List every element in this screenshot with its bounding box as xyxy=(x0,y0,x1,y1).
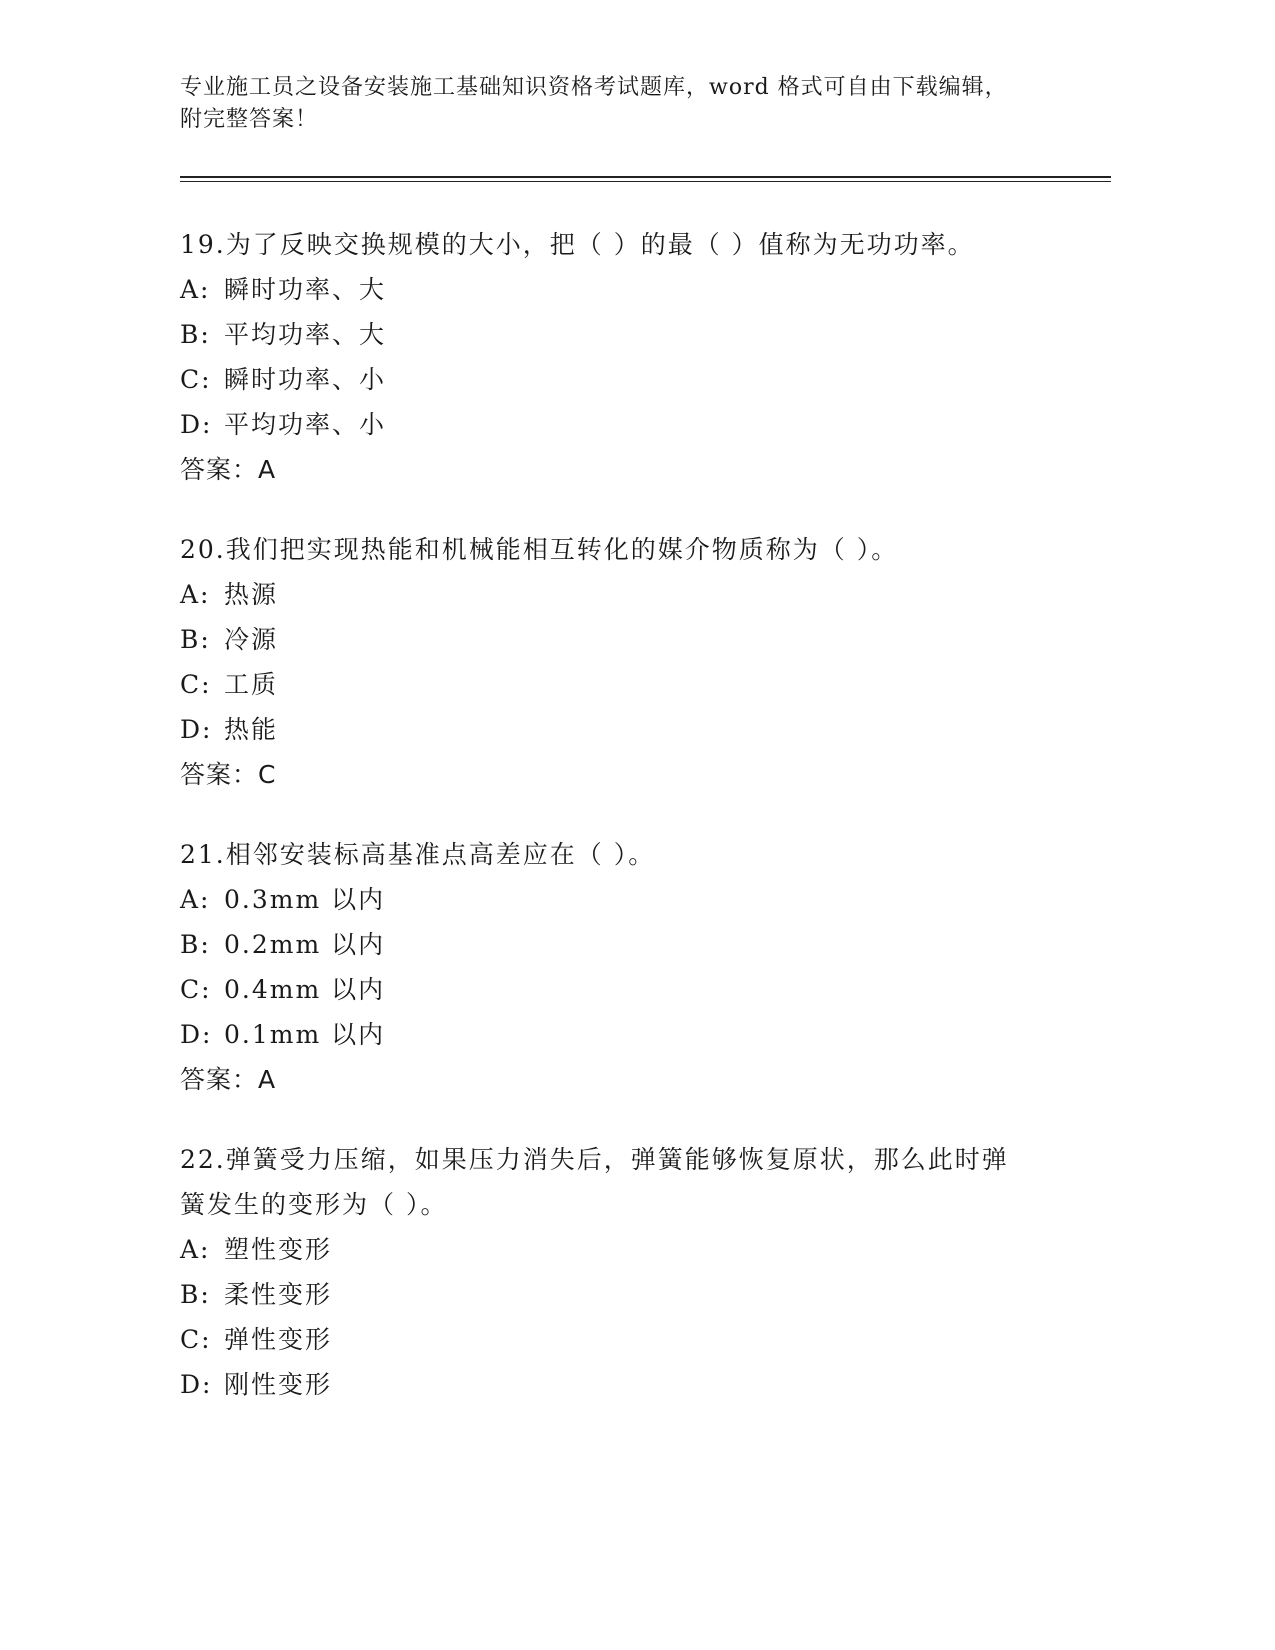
header-line-2: 附完整答案！ xyxy=(180,107,319,132)
document-header xyxy=(180,72,1080,136)
option-letter: A: xyxy=(180,1235,211,1264)
option-c xyxy=(180,357,1080,402)
option-c xyxy=(180,662,1080,707)
option-text: 柔性变形 xyxy=(224,1280,333,1309)
option-d xyxy=(180,707,1080,752)
option-letter: B: xyxy=(180,930,211,959)
option-text: 瞬时功率、大 xyxy=(224,275,387,304)
option-d xyxy=(180,402,1080,447)
option-text: 瞬时功率、小 xyxy=(224,365,387,394)
option-a xyxy=(180,572,1080,617)
option-letter: C: xyxy=(180,365,212,394)
option-d xyxy=(180,1012,1080,1057)
question-20 xyxy=(180,527,1080,797)
option-text: 平均功率、小 xyxy=(224,410,387,439)
question-stem: 20.我们把实现热能和机械能相互转化的媒介物质称为（ ）。 xyxy=(180,535,899,564)
option-text: 塑性变形 xyxy=(224,1235,333,1264)
option-d xyxy=(180,1362,1080,1407)
option-text: 冷源 xyxy=(224,625,279,654)
option-letter: D: xyxy=(180,410,213,439)
question-22 xyxy=(180,1137,1080,1407)
question-21 xyxy=(180,832,1080,1102)
header-divider-thick xyxy=(180,176,1111,178)
option-text: 工质 xyxy=(224,670,279,699)
option-text: 弹性变形 xyxy=(224,1325,333,1354)
question-stem: 21.相邻安装标高基准点高差应在（ ）。 xyxy=(180,840,656,869)
option-text: 平均功率、大 xyxy=(224,320,387,349)
option-text: 0.3mm 以内 xyxy=(224,885,386,914)
option-letter: D: xyxy=(180,1020,213,1049)
option-b xyxy=(180,922,1080,967)
option-a xyxy=(180,267,1080,312)
option-c xyxy=(180,967,1080,1012)
option-text: 热能 xyxy=(224,715,279,744)
header-line-1: 专业施工员之设备安装施工基础知识资格考试题库，word 格式可自由下载编辑， xyxy=(180,75,1008,100)
question-19 xyxy=(180,222,1080,492)
option-letter: A: xyxy=(180,580,211,609)
option-letter: A: xyxy=(180,885,211,914)
answer-line: 答案：A xyxy=(180,455,277,484)
option-text: 热源 xyxy=(224,580,279,609)
option-a xyxy=(180,877,1080,922)
option-b xyxy=(180,1272,1080,1317)
option-letter: C: xyxy=(180,670,212,699)
option-text: 刚性变形 xyxy=(224,1370,333,1399)
option-c xyxy=(180,1317,1080,1362)
option-letter: B: xyxy=(180,320,211,349)
option-letter: A: xyxy=(180,275,211,304)
option-b xyxy=(180,617,1080,662)
question-stem-line-2: 簧发生的变形为（ ）。 xyxy=(180,1190,448,1219)
option-a xyxy=(180,1227,1080,1272)
option-letter: B: xyxy=(180,625,211,654)
question-stem-line-1: 22.弹簧受力压缩，如果压力消失后，弹簧能够恢复原状，那么此时弹 xyxy=(180,1145,1009,1174)
option-letter: C: xyxy=(180,1325,212,1354)
option-letter: C: xyxy=(180,975,212,1004)
answer-line: 答案：C xyxy=(180,760,277,789)
header-divider-thin xyxy=(180,181,1111,182)
option-b xyxy=(180,312,1080,357)
option-text: 0.4mm 以内 xyxy=(224,975,386,1004)
question-stem: 19.为了反映交换规模的大小，把（ ）的最（ ）值称为无功功率。 xyxy=(180,230,975,259)
option-letter: B: xyxy=(180,1280,211,1309)
option-letter: D: xyxy=(180,715,213,744)
option-letter: D: xyxy=(180,1370,213,1399)
option-text: 0.1mm 以内 xyxy=(224,1020,386,1049)
answer-line: 答案：A xyxy=(180,1065,277,1094)
option-text: 0.2mm 以内 xyxy=(224,930,386,959)
